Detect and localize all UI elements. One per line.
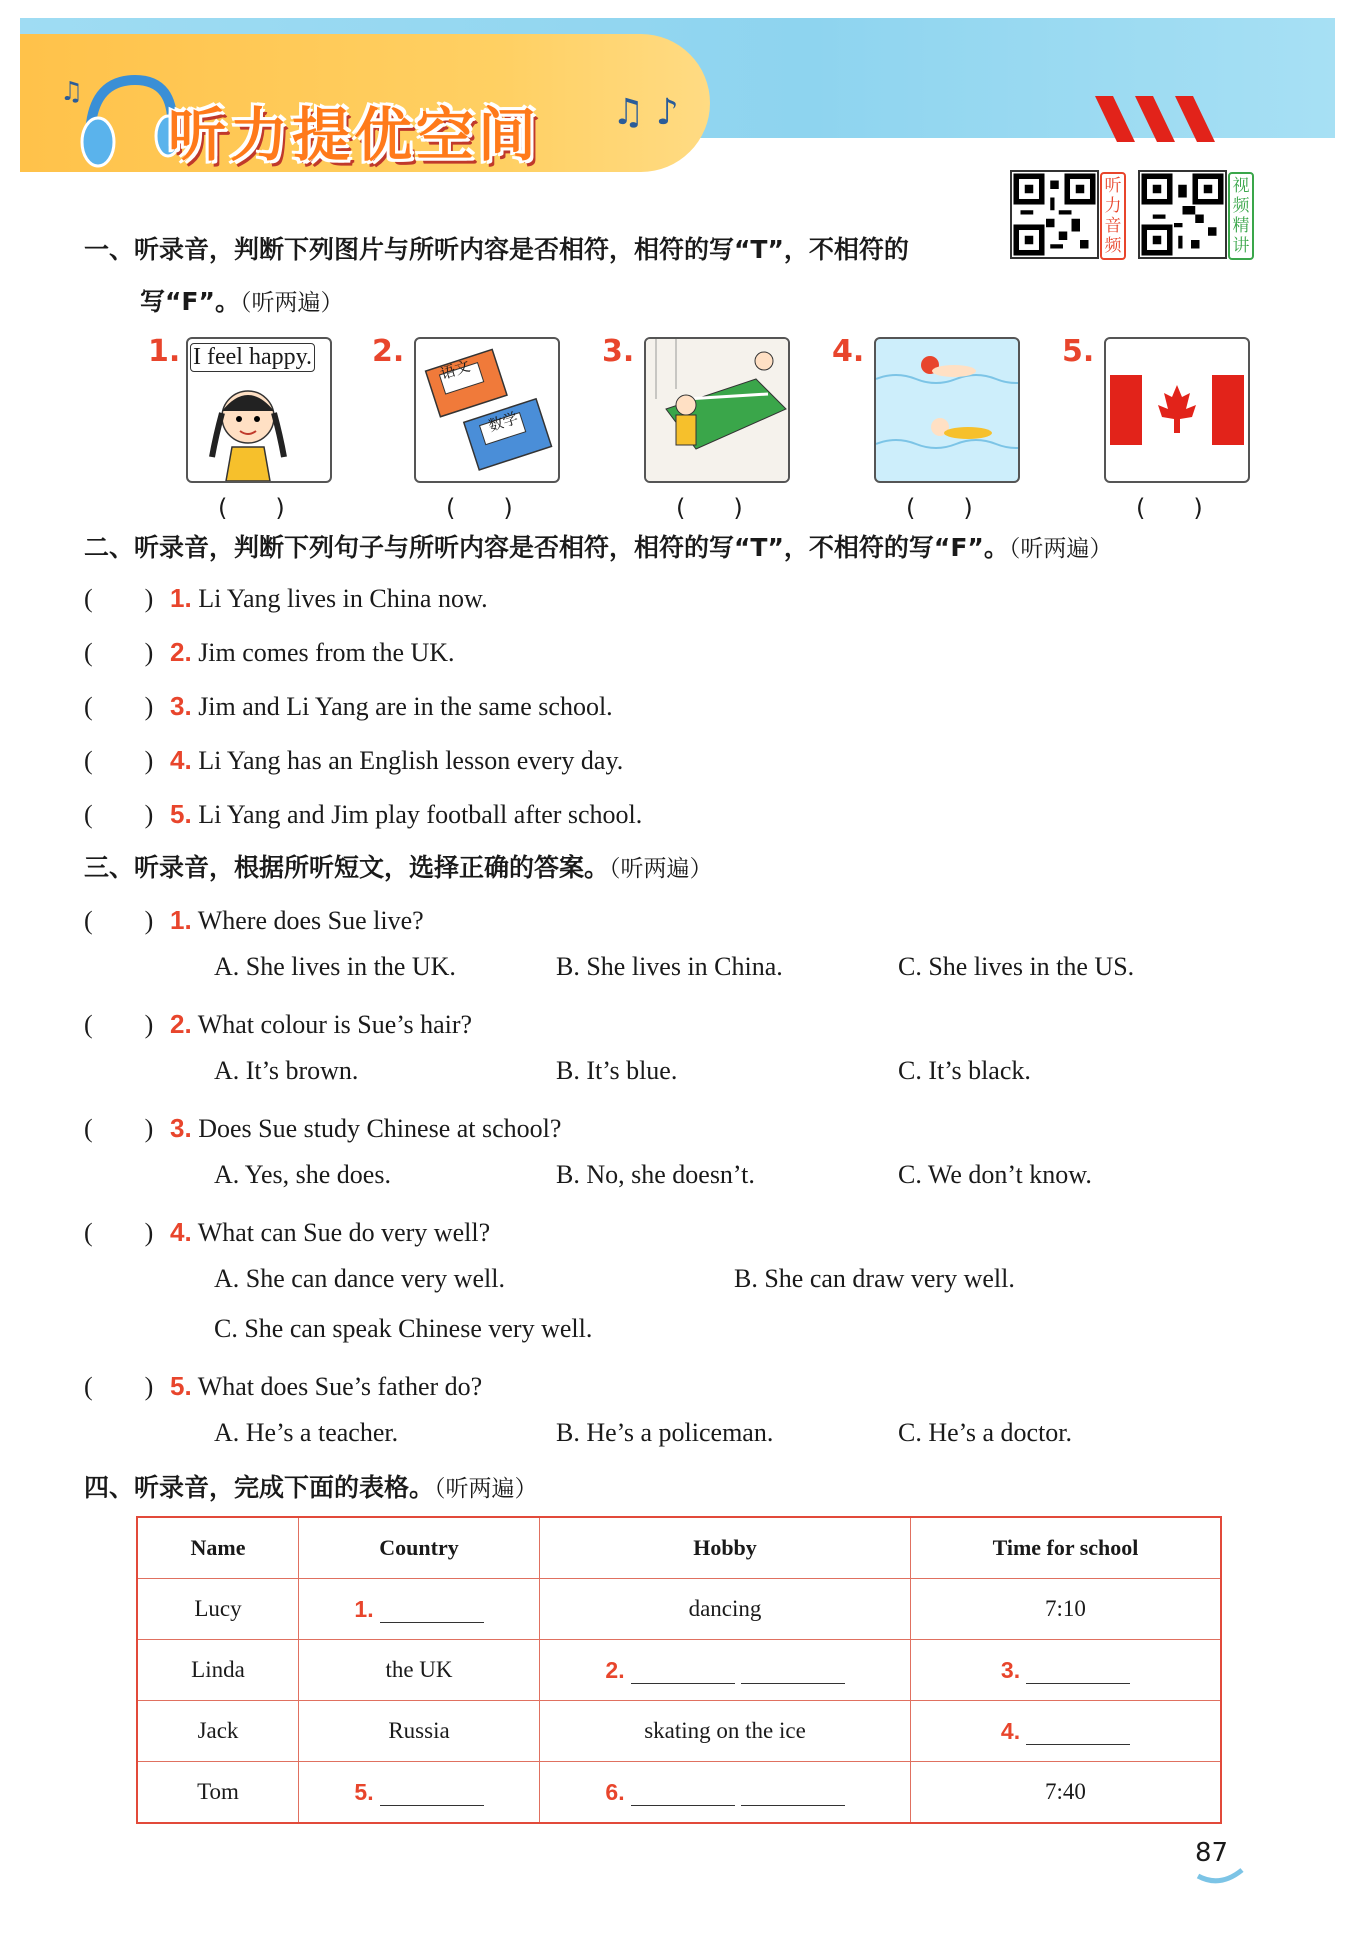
section2-item: ( ) 1. Li Yang lives in China now. <box>84 578 488 615</box>
option-c: C. She lives in the US. <box>898 952 1135 981</box>
option-a: A. It’s brown. <box>214 1056 359 1085</box>
option-b: B. She can draw very well. <box>734 1264 1015 1293</box>
picture-books <box>414 337 560 483</box>
section4-heading: 四、听录音，完成下面的表格。（听两遍） <box>84 1473 538 1502</box>
answer-paren[interactable]: ( ) <box>676 494 743 522</box>
cell-country[interactable]: 1. <box>299 1579 540 1640</box>
cell-hobby[interactable]: 2. <box>540 1640 911 1701</box>
answer-paren[interactable]: ( ) <box>84 1114 154 1143</box>
cell-hobby[interactable]: 6. <box>540 1762 911 1824</box>
cell-time[interactable]: 4. <box>911 1701 1222 1762</box>
option-b: B. He’s a policeman. <box>556 1418 774 1447</box>
header-country: Country <box>299 1517 540 1579</box>
header-hobby: Hobby <box>540 1517 911 1579</box>
option-c: C. He’s a doctor. <box>898 1418 1073 1447</box>
option-a: A. She can dance very well. <box>214 1264 505 1293</box>
answer-paren[interactable]: ( ) <box>84 800 154 829</box>
picture-canada-flag <box>1104 337 1250 483</box>
header-name: Name <box>137 1517 299 1579</box>
answer-paren[interactable]: ( ) <box>906 494 973 522</box>
book-label: 数学 <box>486 408 521 436</box>
answer-paren[interactable]: ( ) <box>84 692 154 721</box>
page-number: 87 <box>1195 1838 1229 1868</box>
info-table <box>136 1516 1222 1824</box>
cell-country: Russia <box>299 1701 540 1762</box>
table-row <box>137 1701 1221 1762</box>
qr-label-audio: 听力音频 <box>1100 172 1126 260</box>
option-c: C. We don’t know. <box>898 1160 1092 1189</box>
option-c: C. It’s black. <box>898 1056 1031 1085</box>
book-label: 语文 <box>438 356 473 384</box>
table-row <box>137 1762 1221 1824</box>
answer-paren[interactable]: ( ) <box>446 494 513 522</box>
answer-paren[interactable]: ( ) <box>84 746 154 775</box>
svg-text:♫: ♫ <box>60 77 84 107</box>
section2-item: ( ) 5. Li Yang and Jim play football after school. <box>84 794 642 831</box>
cell-hobby: dancing <box>540 1579 911 1640</box>
picture-number: 3. <box>602 334 635 369</box>
cell-country[interactable]: 5. <box>299 1762 540 1824</box>
cell-name: Jack <box>137 1701 299 1762</box>
answer-paren[interactable]: ( ) <box>218 494 285 522</box>
section2-item: ( ) 4. Li Yang has an English lesson every day. <box>84 740 623 777</box>
answer-paren[interactable]: ( ) <box>84 906 154 935</box>
picture-number: 1. <box>148 334 181 369</box>
section3-heading: 三、听录音，根据所听短文，选择正确的答案。（听两遍） <box>84 853 713 882</box>
option-a: A. He’s a teacher. <box>214 1418 399 1447</box>
cell-country: the UK <box>299 1640 540 1701</box>
headphones-icon <box>60 60 180 170</box>
section2-heading: 二、听录音，判断下列句子与所听内容是否相符，相符的写“T”，不相符的写“F”。（听两遍） <box>84 533 1113 562</box>
option-c: C. She can speak Chinese very well. <box>214 1314 593 1343</box>
section3-question: ( ) 4. What can Sue do very well? <box>84 1212 490 1249</box>
answer-paren[interactable]: ( ) <box>84 638 154 667</box>
qr-code-audio[interactable] <box>1010 170 1099 259</box>
option-b: B. She lives in China. <box>556 952 783 981</box>
option-a: A. Yes, she does. <box>214 1160 391 1189</box>
picture-number: 2. <box>372 334 405 369</box>
picture-girl-happy <box>186 337 332 483</box>
header-time: Time for school <box>911 1517 1222 1579</box>
table-header-row <box>137 1517 1221 1579</box>
answer-paren[interactable]: ( ) <box>84 584 154 613</box>
table-row <box>137 1640 1221 1701</box>
answer-paren[interactable]: ( ) <box>84 1372 154 1401</box>
section3-question: ( ) 5. What does Sue’s father do? <box>84 1366 482 1403</box>
answer-paren[interactable]: ( ) <box>84 1010 154 1039</box>
red-stripes-decoration <box>1095 96 1235 142</box>
cell-name: Linda <box>137 1640 299 1701</box>
picture-swimming <box>874 337 1020 483</box>
section1-heading: 一、听录音，判断下列图片与所听内容是否相符，相符的写“T”，不相符的 <box>84 235 909 264</box>
cell-time: 7:10 <box>911 1579 1222 1640</box>
section2-item: ( ) 2. Jim comes from the UK. <box>84 632 455 669</box>
cell-time[interactable]: 3. <box>911 1640 1222 1701</box>
qr-code-video[interactable] <box>1138 170 1227 259</box>
cell-time: 7:40 <box>911 1762 1222 1824</box>
speech-bubble: I feel happy. <box>190 343 315 372</box>
option-b: B. It’s blue. <box>556 1056 678 1085</box>
section3-question: ( ) 1. Where does Sue live? <box>84 900 424 937</box>
cell-hobby: skating on the ice <box>540 1701 911 1762</box>
page-title: 听力提优空间 <box>168 101 541 169</box>
section3-question: ( ) 3. Does Sue study Chinese at school? <box>84 1108 561 1145</box>
table-row <box>137 1579 1221 1640</box>
cell-name: Lucy <box>137 1579 299 1640</box>
picture-number: 4. <box>832 334 865 369</box>
section2-item: ( ) 3. Jim and Li Yang are in the same school. <box>84 686 613 723</box>
qr-label-video: 视频精讲 <box>1228 172 1254 260</box>
answer-paren[interactable]: ( ) <box>1136 494 1203 522</box>
cell-name: Tom <box>137 1762 299 1824</box>
answer-paren[interactable]: ( ) <box>84 1218 154 1247</box>
option-b: B. No, she doesn’t. <box>556 1160 755 1189</box>
picture-number: 5. <box>1062 334 1095 369</box>
option-a: A. She lives in the UK. <box>214 952 456 981</box>
picture-table-tennis <box>644 337 790 483</box>
music-note-icon: ♫ ♪ <box>612 92 679 133</box>
section3-question: ( ) 2. What colour is Sue’s hair? <box>84 1004 472 1041</box>
section1-heading-cont: 写“F”。（听两遍） <box>140 287 344 316</box>
